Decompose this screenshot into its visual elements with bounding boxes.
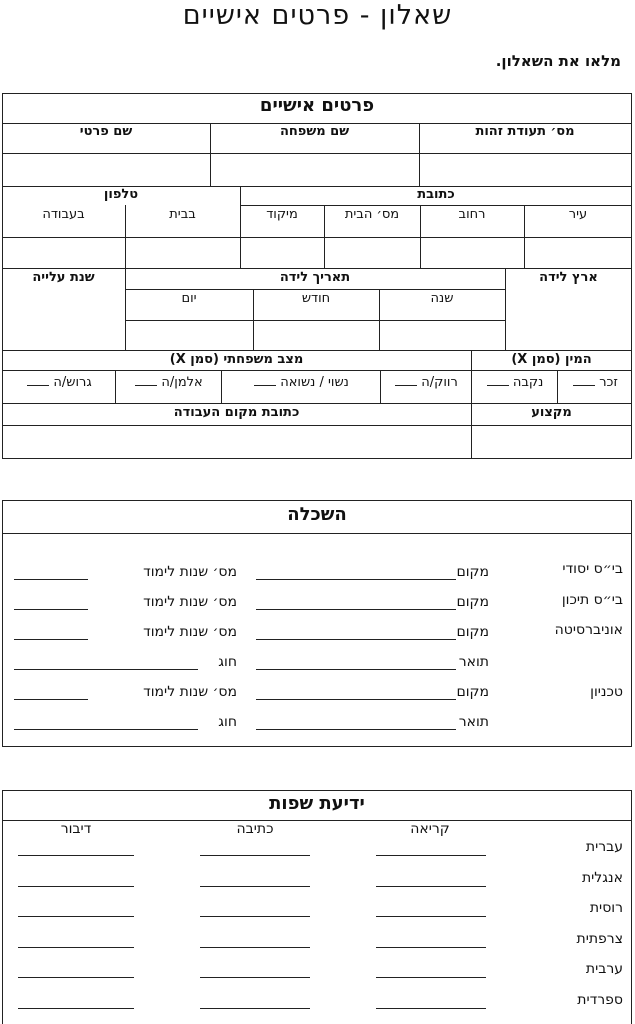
language-reading-line[interactable] [376,916,486,917]
technion-label: טכניון [590,684,623,700]
last-name-field[interactable] [211,154,419,185]
gender-label: המין (סמן X) [511,352,592,367]
birth-month-field[interactable] [254,321,379,349]
immigration-year-field[interactable] [3,290,125,349]
personal-details-heading: פרטים אישיים [259,95,375,116]
education-heading: השכלה [287,504,347,525]
profession-field[interactable] [472,426,631,457]
work-phone-label: בעבודה [42,207,85,222]
elementary-school-label: בי״ס יסודי [562,561,623,577]
language-writing-line[interactable] [200,916,310,917]
highschool-place-label: מקום [456,594,489,610]
language-reading-line[interactable] [376,947,486,948]
language-speaking-line[interactable] [18,1008,134,1009]
language-reading-line[interactable] [376,886,486,887]
technion-years-label: מס׳ שנות לימוד [143,684,237,700]
birth-year-label: שנה [430,291,454,306]
language-label: ספרדית [577,992,623,1008]
language-writing-line[interactable] [200,855,310,856]
language-reading-line[interactable] [376,855,486,856]
city-field[interactable] [525,238,631,267]
home-phone-field[interactable] [126,238,240,267]
house-number-field[interactable] [325,238,420,267]
elementary-years-line[interactable] [14,579,88,580]
option-married[interactable]: נשוי / נשואה [221,375,380,390]
language-writing-line[interactable] [200,947,310,948]
country-of-birth-label: ארץ לידה [539,270,598,285]
zip-field[interactable] [241,238,324,267]
speaking-column-header: דיבור [60,821,92,837]
language-writing-line[interactable] [200,1008,310,1009]
street-field[interactable] [421,238,524,267]
option-single[interactable]: רווק/ה [380,375,471,390]
work-address-field[interactable] [3,426,471,457]
first-name-label: שם פרטי [79,124,133,139]
marital-status-label: מצב משפחתי (סמן X) [169,352,304,367]
elementary-years-label: מס׳ שנות לימוד [143,564,237,580]
immigration-year-label: שנת עלייה [32,270,95,285]
language-speaking-line[interactable] [18,977,134,978]
street-label: רחוב [458,207,486,222]
first-name-field[interactable] [3,154,210,185]
technion-years-line[interactable] [14,699,88,700]
home-phone-label: בבית [169,207,196,222]
university-place-line[interactable] [256,639,456,640]
profession-label: מקצוע [531,405,572,420]
university-department-label: חוג [218,654,237,670]
technion-department-label: חוג [218,714,237,730]
instruction-text: מלאו את השאלון. [495,52,621,70]
elementary-place-label: מקום [456,564,489,580]
birth-year-field[interactable] [380,321,505,349]
highschool-label: בי״ס תיכון [561,592,623,608]
option-female[interactable]: נקבה [471,375,557,390]
technion-place-line[interactable] [256,699,456,700]
address-label: כתובת [417,187,455,202]
technion-department-line[interactable] [14,729,198,730]
birth-day-label: יום [181,291,197,306]
language-label: רוסית [589,900,623,916]
language-speaking-line[interactable] [18,886,134,887]
birth-month-label: חודש [301,291,331,306]
id-number-label: מס׳ תעודת זהות [475,124,575,139]
language-label: עברית [585,839,623,855]
language-speaking-line[interactable] [18,947,134,948]
last-name-label: שם משפחה [279,124,350,139]
highschool-years-line[interactable] [14,609,88,610]
language-label: צרפתית [576,931,623,947]
university-degree-label: תואר [458,654,489,670]
city-label: עיר [568,207,588,222]
work-address-label: כתובת מקום העבודה [173,405,300,420]
option-widowed[interactable]: אלמן/ה [115,375,221,390]
language-writing-line[interactable] [200,886,310,887]
country-of-birth-field[interactable] [506,290,631,349]
house-number-label: מס׳ הבית [344,207,400,222]
education-section [2,500,632,747]
option-divorced[interactable]: גרוש/ה [2,375,115,390]
language-label: אנגלית [581,870,623,886]
work-phone-field[interactable] [3,238,125,267]
birth-day-field[interactable] [126,321,253,349]
reading-column-header: קריאה [410,821,450,837]
university-years-line[interactable] [14,639,88,640]
technion-degree-label: תואר [458,714,489,730]
language-speaking-line[interactable] [18,916,134,917]
languages-heading: ידיעת שפות [269,793,365,814]
highschool-years-label: מס׳ שנות לימוד [143,594,237,610]
university-place-label: מקום [456,624,489,640]
university-department-line[interactable] [14,669,198,670]
university-degree-line[interactable] [256,669,456,670]
highschool-place-line[interactable] [256,609,456,610]
technion-place-label: מקום [456,684,489,700]
page-title: שאלון - פרטים אישיים [182,0,453,31]
phone-label: טלפון [103,187,139,202]
writing-column-header: כתיבה [236,821,274,837]
technion-degree-line[interactable] [256,729,456,730]
option-male[interactable]: זכר [557,375,632,390]
birth-date-label: תאריך לידה [279,270,351,285]
university-years-label: מס׳ שנות לימוד [143,624,237,640]
language-writing-line[interactable] [200,977,310,978]
language-label: ערבית [585,961,623,977]
language-reading-line[interactable] [376,1008,486,1009]
university-label: אוניברסיטה [554,622,623,638]
language-speaking-line[interactable] [18,855,134,856]
language-reading-line[interactable] [376,977,486,978]
elementary-place-line[interactable] [256,579,456,580]
id-number-field[interactable] [420,154,631,185]
zip-label: מיקוד [266,207,298,222]
